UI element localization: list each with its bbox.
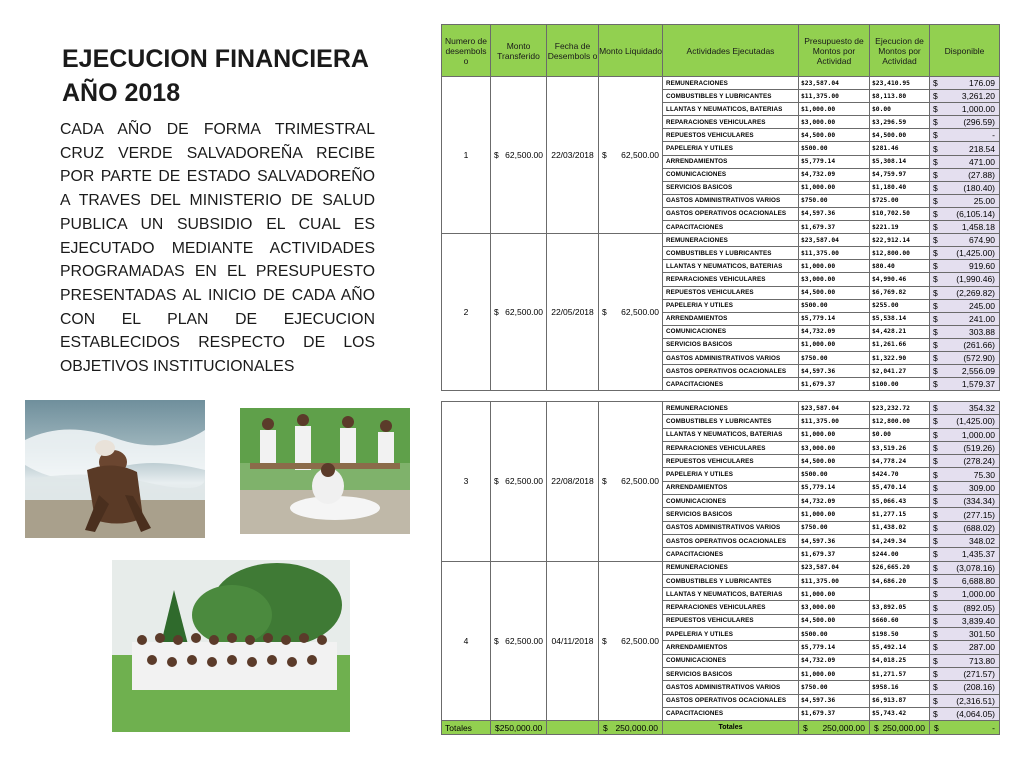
ejecucion-cell: $0.00 bbox=[870, 428, 930, 441]
disponible-cell: $ (296.59) bbox=[930, 116, 1000, 129]
ejecucion-cell: $22,912.14 bbox=[870, 234, 930, 247]
table-row bbox=[442, 402, 1000, 415]
description-paragraph: CADA AÑO DE FORMA TRIMESTRAL CRUZ VERDE SALVADOREÑA RECIBE POR PARTE DE ESTADO SALVADOREÑO A TRAVES DEL MINISTERIO DE SALUD PUBLICA UN SUBSIDIO EL CUAL ES EJECUTADO MEDIANTE ACTIVIDADES PROGRAMADAS EN EL PRESUPUESTO PRESENTADAS AL INICIO DE CADA AÑO CON EL PLAN DE EJECUCION ESTABLECIDOS RESPECTO DE LOS OBJETIVOS INSTITUCIONALES bbox=[60, 121, 375, 376]
disponible-cell: $ 471.00 bbox=[930, 155, 1000, 168]
header-monto-transferido: Monto Transferido bbox=[491, 25, 547, 77]
fecha-desembolso: 04/11/2018 bbox=[547, 561, 599, 721]
actividad-cell: GASTOS ADMINISTRATIVOS VARIOS bbox=[663, 681, 799, 694]
presupuesto-cell: $11,375.00 bbox=[799, 90, 870, 103]
ejecucion-cell: $23,410.95 bbox=[870, 77, 930, 90]
actividad-cell: PAPELERIA Y UTILES bbox=[663, 142, 799, 155]
disponible-cell: $ (271.57) bbox=[930, 667, 1000, 680]
table-row bbox=[442, 234, 1000, 247]
actividad-cell: SERVICIOS BASICOS bbox=[663, 667, 799, 680]
monto-transferido: $ 62,500.00 bbox=[491, 77, 547, 234]
presupuesto-cell: $1,679.37 bbox=[799, 221, 870, 234]
actividad-cell: REPUESTOS VEHICULARES bbox=[663, 455, 799, 468]
ejecucion-cell: $1,261.66 bbox=[870, 338, 930, 351]
presupuesto-cell: $1,000.00 bbox=[799, 588, 870, 601]
header-ejecucion: Ejecucion de Montos por Actividad bbox=[870, 25, 930, 77]
ejecucion-cell bbox=[870, 588, 930, 601]
presupuesto-cell: $5,779.14 bbox=[799, 155, 870, 168]
ejecucion-cell: $1,277.15 bbox=[870, 508, 930, 521]
ejecucion-cell: $255.00 bbox=[870, 299, 930, 312]
actividad-cell: GASTOS ADMINISTRATIVOS VARIOS bbox=[663, 351, 799, 364]
totals-monto-liquidado: $ 250,000.00 bbox=[599, 721, 663, 735]
actividad-cell: GASTOS OPERATIVOS OCACIONALES bbox=[663, 534, 799, 547]
ejecucion-cell: $5,308.14 bbox=[870, 155, 930, 168]
presupuesto-cell: $3,000.00 bbox=[799, 116, 870, 129]
header-numero: Numero de desembols o bbox=[442, 25, 491, 77]
disponible-cell: $ (2,269.82) bbox=[930, 286, 1000, 299]
budget-table-bottom bbox=[441, 401, 1000, 735]
disponible-cell: $ 2,556.09 bbox=[930, 365, 1000, 378]
disponible-cell: $ 218.54 bbox=[930, 142, 1000, 155]
actividad-cell: LLANTAS Y NEUMATICOS, BATERIAS bbox=[663, 588, 799, 601]
disponible-cell: $ 713.80 bbox=[930, 654, 1000, 667]
desembolso-number: 1 bbox=[442, 77, 491, 234]
ejecucion-cell: $1,271.57 bbox=[870, 667, 930, 680]
actividad-cell: ARRENDAMIENTOS bbox=[663, 641, 799, 654]
monto-liquidado: $ 62,500.00 bbox=[599, 77, 663, 234]
totals-disponible: $ - bbox=[930, 721, 1000, 735]
actividad-cell: GASTOS OPERATIVOS OCACIONALES bbox=[663, 207, 799, 220]
ejecucion-cell: $4,759.97 bbox=[870, 168, 930, 181]
actividad-cell: REPARACIONES VEHICULARES bbox=[663, 441, 799, 454]
presupuesto-cell: $11,375.00 bbox=[799, 247, 870, 260]
disponible-cell: $ 3,261.20 bbox=[930, 90, 1000, 103]
actividad-cell: CAPACITACIONES bbox=[663, 548, 799, 561]
actividad-cell: COMBUSTIBLES Y LUBRICANTES bbox=[663, 90, 799, 103]
table-row bbox=[442, 561, 1000, 574]
disponible-cell: $ (1,425.00) bbox=[930, 247, 1000, 260]
ejecucion-cell: $660.60 bbox=[870, 614, 930, 627]
ejecucion-cell: $80.40 bbox=[870, 260, 930, 273]
actividad-cell: LLANTAS Y NEUMATICOS, BATERIAS bbox=[663, 428, 799, 441]
ejecucion-cell: $4,018.25 bbox=[870, 654, 930, 667]
actividad-cell: REPARACIONES VEHICULARES bbox=[663, 273, 799, 286]
totals-ejecucion: $ 250,000.00 bbox=[870, 721, 930, 735]
disponible-cell: $ 245.00 bbox=[930, 299, 1000, 312]
disponible-cell: $ 674.90 bbox=[930, 234, 1000, 247]
disponible-cell: $ (688.02) bbox=[930, 521, 1000, 534]
disponible-cell: $ 287.00 bbox=[930, 641, 1000, 654]
ejecucion-cell: $4,428.21 bbox=[870, 325, 930, 338]
disponible-cell: $ 919.60 bbox=[930, 260, 1000, 273]
presupuesto-cell: $4,597.36 bbox=[799, 534, 870, 547]
disponible-cell: $ 75.30 bbox=[930, 468, 1000, 481]
ejecucion-cell: $8,113.80 bbox=[870, 90, 930, 103]
ejecucion-cell: $12,800.00 bbox=[870, 415, 930, 428]
ejecucion-cell: $5,066.43 bbox=[870, 495, 930, 508]
disponible-cell: $ 176.09 bbox=[930, 77, 1000, 90]
disponible-cell: $ 348.02 bbox=[930, 534, 1000, 547]
presupuesto-cell: $750.00 bbox=[799, 521, 870, 534]
presupuesto-cell: $1,000.00 bbox=[799, 667, 870, 680]
disponible-cell: $ 301.50 bbox=[930, 628, 1000, 641]
ejecucion-cell: $4,686.20 bbox=[870, 574, 930, 587]
actividad-cell: LLANTAS Y NEUMATICOS, BATERIAS bbox=[663, 103, 799, 116]
presupuesto-cell: $23,587.04 bbox=[799, 77, 870, 90]
ejecucion-cell: $100.00 bbox=[870, 378, 930, 391]
disponible-cell: $ 1,435.37 bbox=[930, 548, 1000, 561]
ejecucion-cell: $221.19 bbox=[870, 221, 930, 234]
actividad-cell: PAPELERIA Y UTILES bbox=[663, 468, 799, 481]
presupuesto-cell: $1,000.00 bbox=[799, 338, 870, 351]
actividad-cell: COMUNICACIONES bbox=[663, 495, 799, 508]
ejecucion-cell: $958.16 bbox=[870, 681, 930, 694]
totals-row bbox=[442, 721, 1000, 735]
presupuesto-cell: $11,375.00 bbox=[799, 574, 870, 587]
actividad-cell: SERVICIOS BASICOS bbox=[663, 508, 799, 521]
ejecucion-cell: $198.50 bbox=[870, 628, 930, 641]
presupuesto-cell: $5,779.14 bbox=[799, 481, 870, 494]
disponible-cell: $ (519.26) bbox=[930, 441, 1000, 454]
disponible-cell: $ 354.32 bbox=[930, 402, 1000, 415]
actividad-cell: PAPELERIA Y UTILES bbox=[663, 628, 799, 641]
actividad-cell: REPARACIONES VEHICULARES bbox=[663, 116, 799, 129]
monto-liquidado: $ 62,500.00 bbox=[599, 234, 663, 391]
presupuesto-cell: $1,000.00 bbox=[799, 260, 870, 273]
presupuesto-cell: $4,732.09 bbox=[799, 325, 870, 338]
ejecucion-cell: $5,492.14 bbox=[870, 641, 930, 654]
disponible-cell: $ (277.15) bbox=[930, 508, 1000, 521]
disponible-cell: $ 25.00 bbox=[930, 194, 1000, 207]
presupuesto-cell: $4,500.00 bbox=[799, 614, 870, 627]
disponible-cell: $ (1,990.46) bbox=[930, 273, 1000, 286]
ejecucion-cell: $6,913.87 bbox=[870, 694, 930, 707]
presupuesto-cell: $4,732.09 bbox=[799, 654, 870, 667]
disponible-cell: $ (27.88) bbox=[930, 168, 1000, 181]
ejecucion-cell: $1,180.40 bbox=[870, 181, 930, 194]
presupuesto-cell: $500.00 bbox=[799, 468, 870, 481]
disponible-cell: $ (180.40) bbox=[930, 181, 1000, 194]
classroom-first-aid-photo bbox=[240, 408, 410, 534]
disponible-cell: $ 309.00 bbox=[930, 481, 1000, 494]
disponible-cell: $ 1,000.00 bbox=[930, 428, 1000, 441]
ejecucion-cell: $0.00 bbox=[870, 103, 930, 116]
actividad-cell: LLANTAS Y NEUMATICOS, BATERIAS bbox=[663, 260, 799, 273]
ejecucion-cell: $2,041.27 bbox=[870, 365, 930, 378]
desembolso-number: 4 bbox=[442, 561, 491, 721]
disponible-cell: $ (334.34) bbox=[930, 495, 1000, 508]
disponible-cell: $ (261.66) bbox=[930, 338, 1000, 351]
ejecucion-cell: $725.00 bbox=[870, 194, 930, 207]
totals-label: Totales bbox=[442, 721, 491, 735]
actividad-cell: CAPACITACIONES bbox=[663, 221, 799, 234]
header-disponible: Disponible bbox=[930, 25, 1000, 77]
presupuesto-cell: $4,597.36 bbox=[799, 694, 870, 707]
presupuesto-cell: $1,000.00 bbox=[799, 428, 870, 441]
title-line-2: AÑO 2018 bbox=[62, 79, 181, 107]
disponible-cell: $ 1,000.00 bbox=[930, 588, 1000, 601]
table-header-row bbox=[442, 25, 1000, 77]
ejecucion-cell: $281.46 bbox=[870, 142, 930, 155]
presupuesto-cell: $1,000.00 bbox=[799, 181, 870, 194]
disponible-cell: $ 241.00 bbox=[930, 312, 1000, 325]
monto-transferido: $ 62,500.00 bbox=[491, 402, 547, 562]
actividad-cell: ARRENDAMIENTOS bbox=[663, 155, 799, 168]
disponible-cell: $ 1,458.18 bbox=[930, 221, 1000, 234]
disponible-cell: $ (278.24) bbox=[930, 455, 1000, 468]
ejecucion-cell: $4,500.00 bbox=[870, 129, 930, 142]
disponible-cell: $ - bbox=[930, 129, 1000, 142]
disponible-cell: $ (572.90) bbox=[930, 351, 1000, 364]
presupuesto-cell: $500.00 bbox=[799, 299, 870, 312]
ejecucion-cell: $6,769.82 bbox=[870, 286, 930, 299]
disponible-cell: $ (1,425.00) bbox=[930, 415, 1000, 428]
disponible-cell: $ (892.05) bbox=[930, 601, 1000, 614]
presupuesto-cell: $750.00 bbox=[799, 194, 870, 207]
disponible-cell: $ (6,105.14) bbox=[930, 207, 1000, 220]
presupuesto-cell: $3,000.00 bbox=[799, 273, 870, 286]
presupuesto-cell: $500.00 bbox=[799, 628, 870, 641]
disponible-cell: $ (2,316.51) bbox=[930, 694, 1000, 707]
presupuesto-cell: $1,000.00 bbox=[799, 508, 870, 521]
monto-transferido: $ 62,500.00 bbox=[491, 234, 547, 391]
actividad-cell: REPARACIONES VEHICULARES bbox=[663, 601, 799, 614]
fecha-desembolso: 22/03/2018 bbox=[547, 77, 599, 234]
actividad-cell: COMBUSTIBLES Y LUBRICANTES bbox=[663, 574, 799, 587]
presupuesto-cell: $5,779.14 bbox=[799, 641, 870, 654]
totals-presupuesto: $ 250,000.00 bbox=[799, 721, 870, 735]
actividad-cell: SERVICIOS BASICOS bbox=[663, 181, 799, 194]
header-fecha: Fecha de Desembols o bbox=[547, 25, 599, 77]
disponible-cell: $ (208.16) bbox=[930, 681, 1000, 694]
ejecucion-cell: $10,702.50 bbox=[870, 207, 930, 220]
monto-liquidado: $ 62,500.00 bbox=[599, 561, 663, 721]
presupuesto-cell: $4,597.36 bbox=[799, 207, 870, 220]
actividad-cell: GASTOS ADMINISTRATIVOS VARIOS bbox=[663, 521, 799, 534]
actividad-cell: REMUNERACIONES bbox=[663, 77, 799, 90]
disponible-cell: $ (3,078.16) bbox=[930, 561, 1000, 574]
actividad-cell: SERVICIOS BASICOS bbox=[663, 338, 799, 351]
presupuesto-cell: $1,679.37 bbox=[799, 548, 870, 561]
disponible-cell: $ 303.88 bbox=[930, 325, 1000, 338]
actividad-cell: REPUESTOS VEHICULARES bbox=[663, 286, 799, 299]
monto-liquidado: $ 62,500.00 bbox=[599, 402, 663, 562]
presupuesto-cell: $4,500.00 bbox=[799, 129, 870, 142]
actividad-cell: COMUNICACIONES bbox=[663, 168, 799, 181]
title-line-1: EJECUCION FINANCIERA bbox=[62, 45, 369, 73]
actividad-cell: REMUNERACIONES bbox=[663, 234, 799, 247]
ejecucion-cell: $3,296.59 bbox=[870, 116, 930, 129]
presupuesto-cell: $1,679.37 bbox=[799, 707, 870, 720]
ejecucion-cell: $23,232.72 bbox=[870, 402, 930, 415]
ejecucion-cell: $5,470.14 bbox=[870, 481, 930, 494]
presupuesto-cell: $4,500.00 bbox=[799, 455, 870, 468]
desembolso-number: 3 bbox=[442, 402, 491, 562]
actividad-cell: ARRENDAMIENTOS bbox=[663, 481, 799, 494]
actividad-cell: REMUNERACIONES bbox=[663, 402, 799, 415]
actividad-cell: COMBUSTIBLES Y LUBRICANTES bbox=[663, 415, 799, 428]
ejecucion-cell: $5,538.14 bbox=[870, 312, 930, 325]
ejecucion-cell: $12,800.00 bbox=[870, 247, 930, 260]
presupuesto-cell: $4,597.36 bbox=[799, 365, 870, 378]
disponible-cell: $ 3,839.40 bbox=[930, 614, 1000, 627]
fecha-desembolso: 22/05/2018 bbox=[547, 234, 599, 391]
disponible-cell: $ 6,688.80 bbox=[930, 574, 1000, 587]
presupuesto-cell: $3,000.00 bbox=[799, 441, 870, 454]
header-monto-liquidado: Monto Liquidado bbox=[599, 25, 663, 77]
actividad-cell: COMUNICACIONES bbox=[663, 325, 799, 338]
presupuesto-cell: $23,587.04 bbox=[799, 234, 870, 247]
ejecucion-cell: $4,778.24 bbox=[870, 455, 930, 468]
header-presupuesto: Presupuesto de Montos por Actividad bbox=[799, 25, 870, 77]
actividad-cell: GASTOS OPERATIVOS OCACIONALES bbox=[663, 365, 799, 378]
presupuesto-cell: $4,500.00 bbox=[799, 286, 870, 299]
totals-actividades: Totales bbox=[663, 721, 799, 735]
ejecucion-cell: $424.70 bbox=[870, 468, 930, 481]
actividad-cell: REPUESTOS VEHICULARES bbox=[663, 129, 799, 142]
actividad-cell: ARRENDAMIENTOS bbox=[663, 312, 799, 325]
ejecucion-cell: $4,249.34 bbox=[870, 534, 930, 547]
page-title bbox=[62, 42, 382, 110]
table-row bbox=[442, 77, 1000, 90]
ejecucion-cell: $1,438.02 bbox=[870, 521, 930, 534]
actividad-cell: COMBUSTIBLES Y LUBRICANTES bbox=[663, 247, 799, 260]
presupuesto-cell: $23,587.04 bbox=[799, 402, 870, 415]
ejecucion-cell: $3,519.26 bbox=[870, 441, 930, 454]
header-actividades: Actividades Ejecutadas bbox=[663, 25, 799, 77]
presupuesto-cell: $500.00 bbox=[799, 142, 870, 155]
budget-table-top bbox=[441, 24, 1000, 391]
presupuesto-cell: $23,587.04 bbox=[799, 561, 870, 574]
totals-monto-transferido: $ 250,000.00 bbox=[491, 721, 547, 735]
presupuesto-cell: $1,000.00 bbox=[799, 103, 870, 116]
presupuesto-cell: $750.00 bbox=[799, 681, 870, 694]
monto-transferido: $ 62,500.00 bbox=[491, 561, 547, 721]
actividad-cell: REMUNERACIONES bbox=[663, 561, 799, 574]
presupuesto-cell: $4,732.09 bbox=[799, 168, 870, 181]
disponible-cell: $ 1,000.00 bbox=[930, 103, 1000, 116]
actividad-cell: PAPELERIA Y UTILES bbox=[663, 299, 799, 312]
presupuesto-cell: $5,779.14 bbox=[799, 312, 870, 325]
presupuesto-cell: $4,732.09 bbox=[799, 495, 870, 508]
fecha-desembolso: 22/08/2018 bbox=[547, 402, 599, 562]
ejecucion-cell: $5,743.42 bbox=[870, 707, 930, 720]
beach-rescue-photo bbox=[25, 400, 205, 538]
actividad-cell: GASTOS OPERATIVOS OCACIONALES bbox=[663, 694, 799, 707]
ejecucion-cell: $26,665.20 bbox=[870, 561, 930, 574]
desembolso-number: 2 bbox=[442, 234, 491, 391]
ejecucion-cell: $1,322.90 bbox=[870, 351, 930, 364]
ejecucion-cell: $4,990.46 bbox=[870, 273, 930, 286]
disponible-cell: $ (4,064.05) bbox=[930, 707, 1000, 720]
actividad-cell: CAPACITACIONES bbox=[663, 378, 799, 391]
presupuesto-cell: $750.00 bbox=[799, 351, 870, 364]
presupuesto-cell: $3,000.00 bbox=[799, 601, 870, 614]
actividad-cell: GASTOS ADMINISTRATIVOS VARIOS bbox=[663, 194, 799, 207]
group-photo bbox=[112, 560, 350, 732]
presupuesto-cell: $11,375.00 bbox=[799, 415, 870, 428]
actividad-cell: REPUESTOS VEHICULARES bbox=[663, 614, 799, 627]
ejecucion-cell: $3,892.05 bbox=[870, 601, 930, 614]
ejecucion-cell: $244.00 bbox=[870, 548, 930, 561]
disponible-cell: $ 1,579.37 bbox=[930, 378, 1000, 391]
totals-fecha-empty bbox=[547, 721, 599, 735]
actividad-cell: CAPACITACIONES bbox=[663, 707, 799, 720]
actividad-cell: COMUNICACIONES bbox=[663, 654, 799, 667]
presupuesto-cell: $1,679.37 bbox=[799, 378, 870, 391]
